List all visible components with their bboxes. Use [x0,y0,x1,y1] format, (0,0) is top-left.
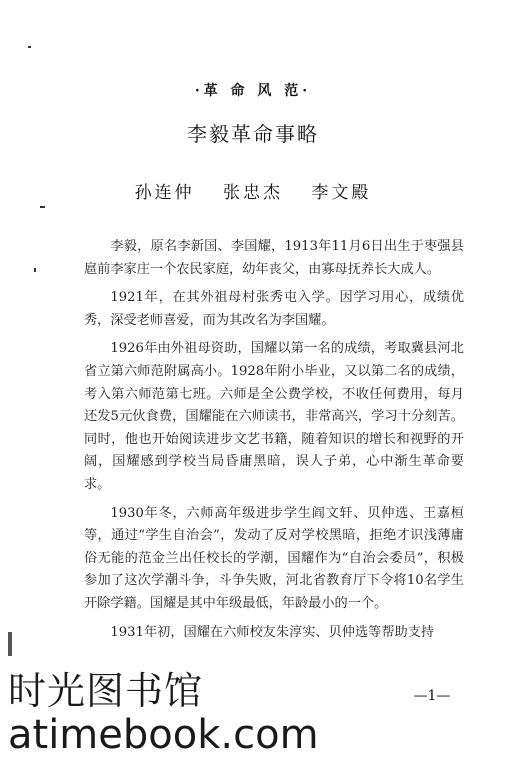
author-name: 李文殿 [311,183,372,203]
body-paragraph: 李毅，原名李新国、李国耀，1913年11月6日出生于枣强县扈前李家庄一个农民家庭，幼年丧父，由寡母抚养长大成人。 [84,239,464,277]
author-name: 张忠杰 [223,183,283,203]
scan-speck [40,206,45,208]
page-number: —1— [413,688,451,704]
author-name: 孙连仲 [134,183,195,203]
watermark-url: atimebook.com [8,712,319,758]
section-heading: ·革 命 风 范· [194,83,312,99]
article-title: 李毅革命事略 [187,122,319,146]
scan-speck [34,268,36,272]
body-paragraph: 1930年冬，六师高年级进步学生阎文轩、贝仲选、王嘉桓等，通过“学生自治会”，发动了反对学校黑暗，拒绝才识浅薄庸俗无能的范金兰出任校长的学潮，国耀作为“自治会委员”，积极参加了这次学潮斗争，斗争失败，河北省教育厅下令将10名学生开除学籍。国耀是其中年级最低，年龄最小的一个。 [84,505,464,611]
body-paragraph: 1931年初，国耀在六师校友朱淳实、贝仲选等帮助支持 [110,624,435,640]
article-body [84,236,464,644]
scan-speck [8,632,12,656]
author-list [0,178,506,203]
watermark-text: 时光图书馆 [8,669,204,713]
scan-speck [28,46,31,48]
body-paragraph: 1921年，在其外祖母村张秀屯入学。因学习用心，成绩优秀，深受老师喜爱，而为其改名为李国耀。 [84,290,464,328]
body-paragraph: 1926年由外祖母资助，国耀以第一名的成绩，考取冀县河北省立第六师范附属高小。1928年附小毕业，又以第二名的成绩，考入第六师范第七班。六师是全公费学校，不收任何费用，每月还发5元伙食费，国耀能在六师读书，非常高兴，学习十分刻苦。同时，他也开始阅读进步文艺书籍，随着知识的增长和视野的开阔，国耀感到学校当局昏庸黑暗，误人子弟，心中渐生革命要求。 [84,341,464,492]
